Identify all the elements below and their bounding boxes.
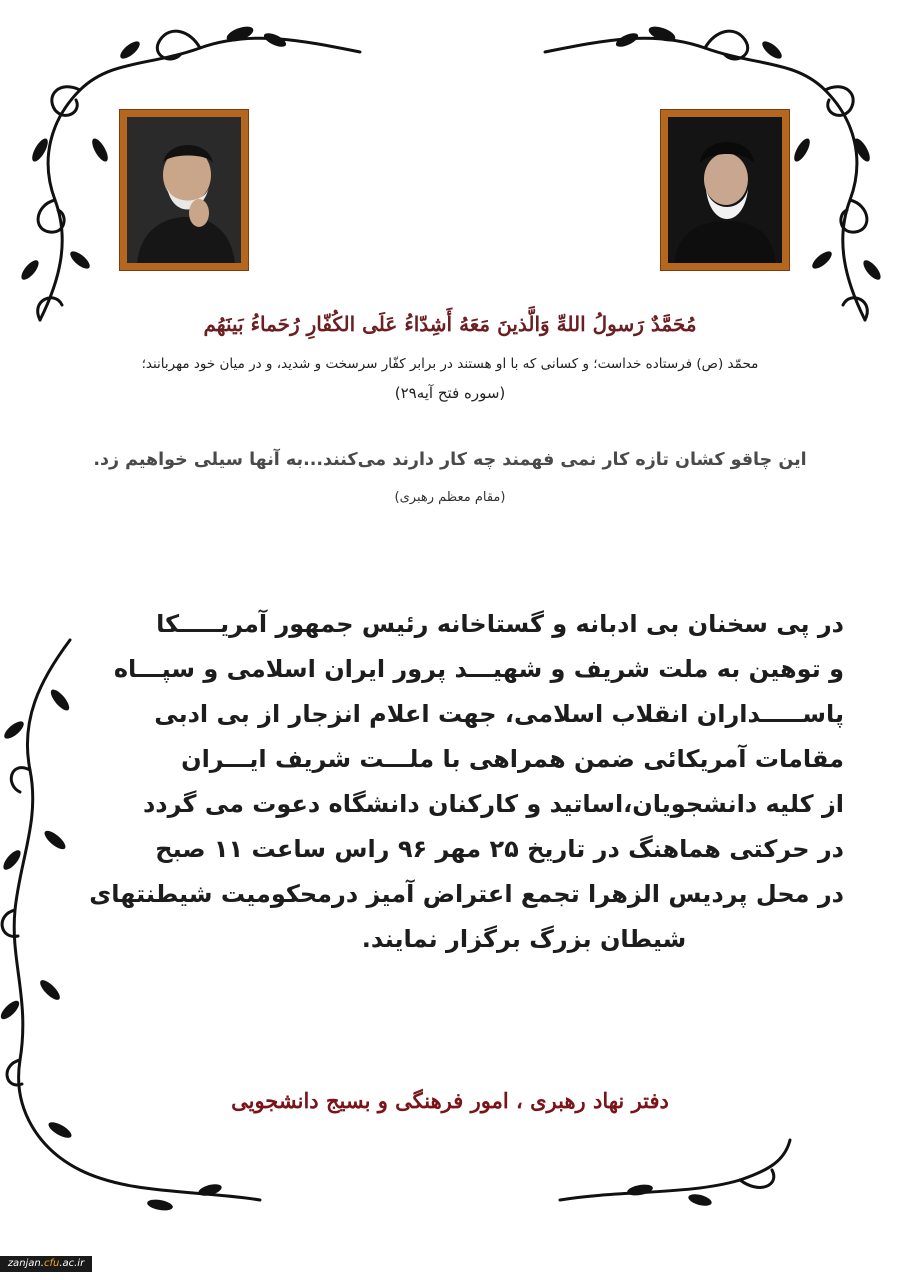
logo-prefix: zanjan. bbox=[7, 1258, 44, 1269]
announcement-body bbox=[89, 602, 844, 962]
portrait-right bbox=[661, 110, 789, 270]
portrait-left bbox=[120, 110, 248, 270]
announcement-line: در حرکتی هماهنگ در تاریخ ۲۵ مهر ۹۶ راس ساعت ۱۱ صبح bbox=[155, 835, 844, 863]
portrait-figure-icon bbox=[127, 117, 241, 263]
quote-source: (مقام معظم رهبری) bbox=[394, 490, 506, 505]
quran-verse: مُحَمَّدٌ رَسولُ اللهِّ وَالَّذینَ مَعَهُ أَشِدّاءُ عَلَی الکُفّارِ رُحَماءُ بَینَهُم bbox=[203, 312, 697, 336]
announcement-line: و توهین به ملت شریف و شهیـــد پرور ایران اسلامی و سپـــاه bbox=[113, 655, 844, 683]
surah-reference: (سوره فتح آیه۲۹) bbox=[394, 384, 506, 402]
announcement-line: پاســـــداران انقلاب اسلامی، جهت اعلام انزجار از بی ادبی bbox=[154, 700, 844, 728]
announcement-line: از کلیه دانشجویان،اساتید و کارکنان دانشگاه دعوت می گردد bbox=[142, 790, 844, 818]
logo-accent: cfu bbox=[43, 1258, 60, 1269]
site-logo[interactable] bbox=[0, 1256, 92, 1272]
verse-translation: محمّد (ص) فرستاده خداست؛ و کسانی که با او هستند در برابر کفّار سرسخت و شدید، و در میان خود مهربانند؛ bbox=[141, 356, 759, 372]
announcement-line: شیطان بزرگ برگزار نمایند. bbox=[361, 925, 687, 953]
announcement-line: در پی سخنان بی ادبانه و گستاخانه رئیس جمهور آمریـــــکا bbox=[156, 610, 844, 638]
announcement-line: در محل پردیس الزهرا تجمع اعتراض آمیز درمحکومیت شیطنتهای bbox=[89, 880, 844, 908]
signature: دفتر نهاد رهبری ، امور فرهنگی و بسیج دانشجویی bbox=[231, 1088, 669, 1113]
logo-suffix: .ac.ir bbox=[59, 1258, 85, 1269]
announcement-line: مقامات آمریکائی ضمن همراهی با ملـــت شریف ایـــران bbox=[181, 745, 844, 773]
leader-quote: این چاقو کشان تازه کار نمی فهمند چه کار دارند می‌کنند...به آنها سیلی خواهیم زد. bbox=[93, 450, 807, 470]
portrait-figure-icon bbox=[668, 117, 782, 263]
